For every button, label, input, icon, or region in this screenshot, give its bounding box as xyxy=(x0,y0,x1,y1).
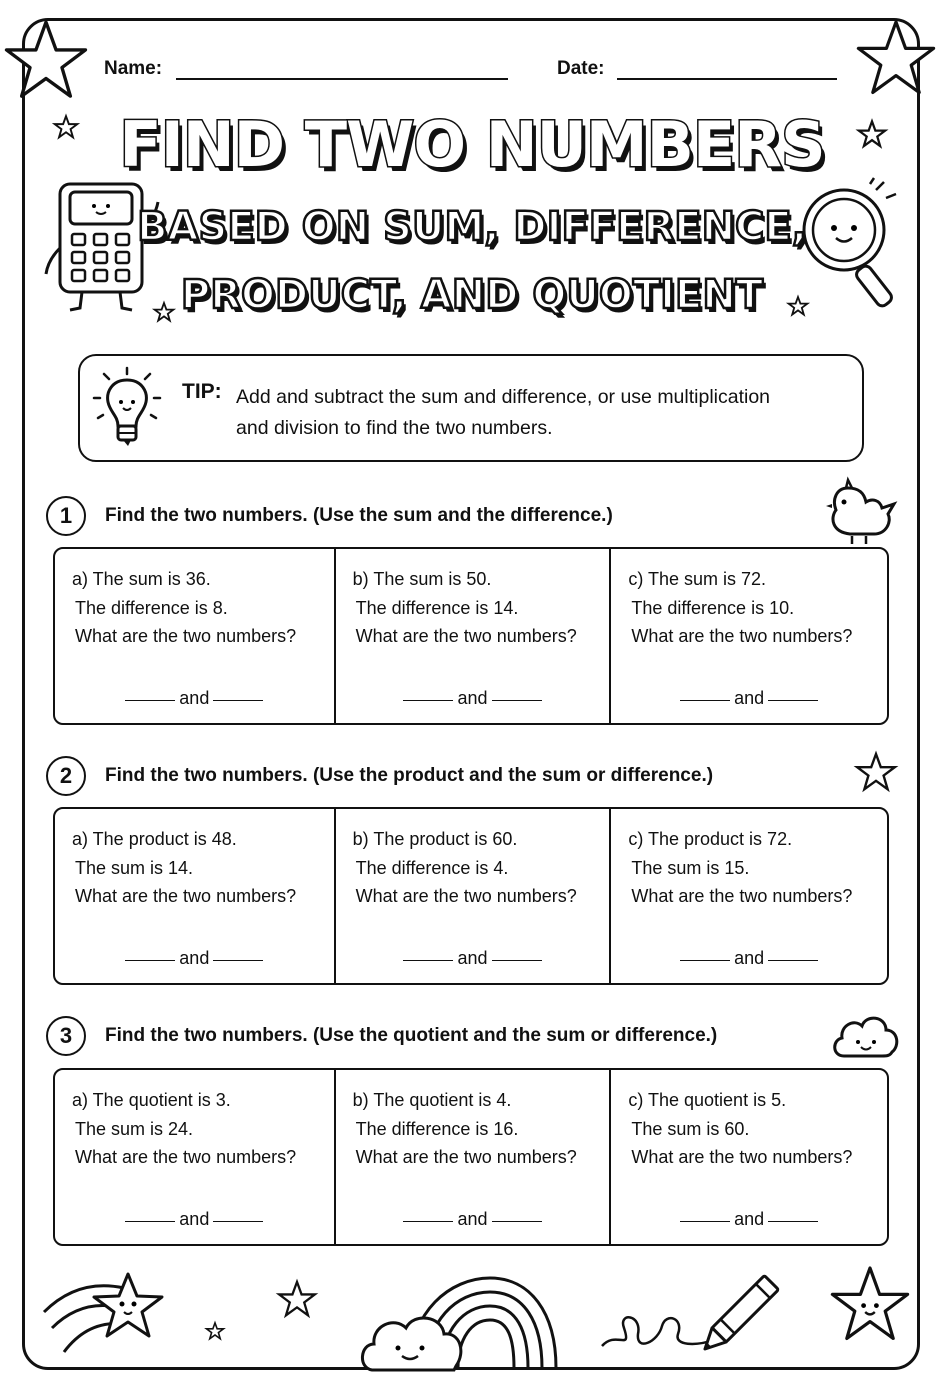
answer-and: and xyxy=(179,688,210,708)
answer-row xyxy=(55,688,334,709)
answer-blank[interactable] xyxy=(403,1221,453,1222)
problem-grid-3 xyxy=(53,1068,889,1246)
problem-2b xyxy=(334,809,610,983)
star-icon xyxy=(206,1322,224,1340)
answer-blank[interactable] xyxy=(680,1221,730,1222)
answer-blank[interactable] xyxy=(680,700,730,701)
star-icon xyxy=(856,752,896,792)
answer-row xyxy=(55,948,334,969)
tip-text-line: and division to find the two numbers. xyxy=(236,417,553,439)
answer-blank[interactable] xyxy=(213,1221,263,1222)
problem-line: The sum is 15. xyxy=(631,857,750,878)
problem-line: The difference is 16. xyxy=(355,1118,519,1139)
answer-blank[interactable] xyxy=(492,960,542,961)
problem-line: b) The sum is 50. xyxy=(352,569,492,589)
problem-line: What are the two numbers? xyxy=(75,626,297,646)
problem-line: The difference is 4. xyxy=(355,857,509,878)
problem-1c xyxy=(609,549,887,723)
answer-blank[interactable] xyxy=(492,700,542,701)
name-label: Name: xyxy=(104,58,163,79)
answer-row xyxy=(336,688,610,709)
problem-line: What are the two numbers? xyxy=(75,886,297,906)
tip-text-line: Add and subtract the sum and difference, or use multiplication xyxy=(236,386,771,408)
rainbow-icon xyxy=(360,1272,560,1372)
answer-blank[interactable] xyxy=(125,1221,175,1222)
answer-row xyxy=(55,1209,334,1230)
problem-line: The difference is 8. xyxy=(75,597,228,618)
chick-icon xyxy=(826,478,898,548)
answer-blank[interactable] xyxy=(403,960,453,961)
section-number: 2 xyxy=(46,756,86,796)
problem-2a xyxy=(55,809,334,983)
section-number: 1 xyxy=(46,496,86,536)
problem-line: What are the two numbers? xyxy=(631,886,853,906)
problem-line: b) The quotient is 4. xyxy=(352,1090,512,1110)
problem-line: c) The quotient is 5. xyxy=(628,1090,787,1110)
answer-blank[interactable] xyxy=(125,700,175,701)
shooting-star-icon xyxy=(38,1268,170,1364)
date-label: Date: xyxy=(557,58,605,79)
answer-row xyxy=(611,948,887,969)
problem-line: What are the two numbers? xyxy=(355,886,577,906)
problem-line: What are the two numbers? xyxy=(631,1147,853,1167)
answer-row xyxy=(336,948,610,969)
problem-grid-1 xyxy=(53,547,889,725)
problem-line: What are the two numbers? xyxy=(75,1147,297,1167)
problem-line: c) The sum is 72. xyxy=(628,569,767,589)
page-subtitle-line1: BASED ON SUM, DIFFERENCE, xyxy=(137,204,807,250)
answer-blank[interactable] xyxy=(403,700,453,701)
star-icon xyxy=(830,1264,910,1344)
problem-3b xyxy=(334,1070,610,1244)
problem-line: The sum is 24. xyxy=(75,1118,194,1139)
answer-blank[interactable] xyxy=(680,960,730,961)
problem-line: The sum is 14. xyxy=(75,857,194,878)
answer-blank[interactable] xyxy=(492,1221,542,1222)
page-subtitle-line2: PRODUCT, AND QUOTIENT xyxy=(180,272,764,318)
tip-box xyxy=(78,354,864,462)
problem-line: The difference is 10. xyxy=(631,597,795,618)
section-number: 3 xyxy=(46,1016,86,1056)
problem-line: a) The product is 48. xyxy=(72,829,237,849)
problem-line: a) The sum is 36. xyxy=(72,569,211,589)
answer-and: and xyxy=(734,1209,765,1229)
section-title: Find the two numbers. (Use the quotient and the sum or difference.) xyxy=(105,1025,718,1046)
problem-line: b) The product is 60. xyxy=(352,829,518,849)
answer-and: and xyxy=(179,1209,210,1229)
answer-and: and xyxy=(457,1209,488,1229)
tip-text xyxy=(236,382,836,444)
problem-line: What are the two numbers? xyxy=(631,626,853,646)
problem-line: What are the two numbers? xyxy=(355,1147,577,1167)
star-icon xyxy=(278,1280,316,1318)
answer-row xyxy=(611,688,887,709)
pencil-icon xyxy=(596,1268,792,1364)
problem-1a xyxy=(55,549,334,723)
answer-blank[interactable] xyxy=(213,960,263,961)
answer-and: and xyxy=(179,948,210,968)
answer-blank[interactable] xyxy=(213,700,263,701)
answer-blank[interactable] xyxy=(768,700,818,701)
date-field[interactable] xyxy=(617,78,837,80)
answer-blank[interactable] xyxy=(768,960,818,961)
section-title: Find the two numbers. (Use the sum and the difference.) xyxy=(105,505,613,526)
answer-blank[interactable] xyxy=(768,1221,818,1222)
problem-line: The difference is 14. xyxy=(355,597,519,618)
cloud-icon xyxy=(830,1010,902,1062)
answer-row xyxy=(336,1209,610,1230)
name-field[interactable] xyxy=(176,78,508,80)
answer-and: and xyxy=(457,688,488,708)
problem-grid-2 xyxy=(53,807,889,985)
problem-2c xyxy=(609,809,887,983)
star-icon xyxy=(4,18,88,102)
answer-and: and xyxy=(734,948,765,968)
answer-blank[interactable] xyxy=(125,960,175,961)
problem-3c xyxy=(609,1070,887,1244)
problem-3a xyxy=(55,1070,334,1244)
answer-and: and xyxy=(457,948,488,968)
section-title: Find the two numbers. (Use the product and the sum or difference.) xyxy=(105,765,714,786)
problem-line: c) The product is 72. xyxy=(628,829,793,849)
problem-line: What are the two numbers? xyxy=(355,626,577,646)
answer-and: and xyxy=(734,688,765,708)
page-title: FIND TWO NUMBERS xyxy=(119,108,825,181)
star-icon xyxy=(856,18,936,98)
problem-line: a) The quotient is 3. xyxy=(72,1090,231,1110)
answer-row xyxy=(611,1209,887,1230)
problem-line: The sum is 60. xyxy=(631,1118,750,1139)
tip-label: TIP: xyxy=(182,380,222,403)
problem-1b xyxy=(334,549,610,723)
